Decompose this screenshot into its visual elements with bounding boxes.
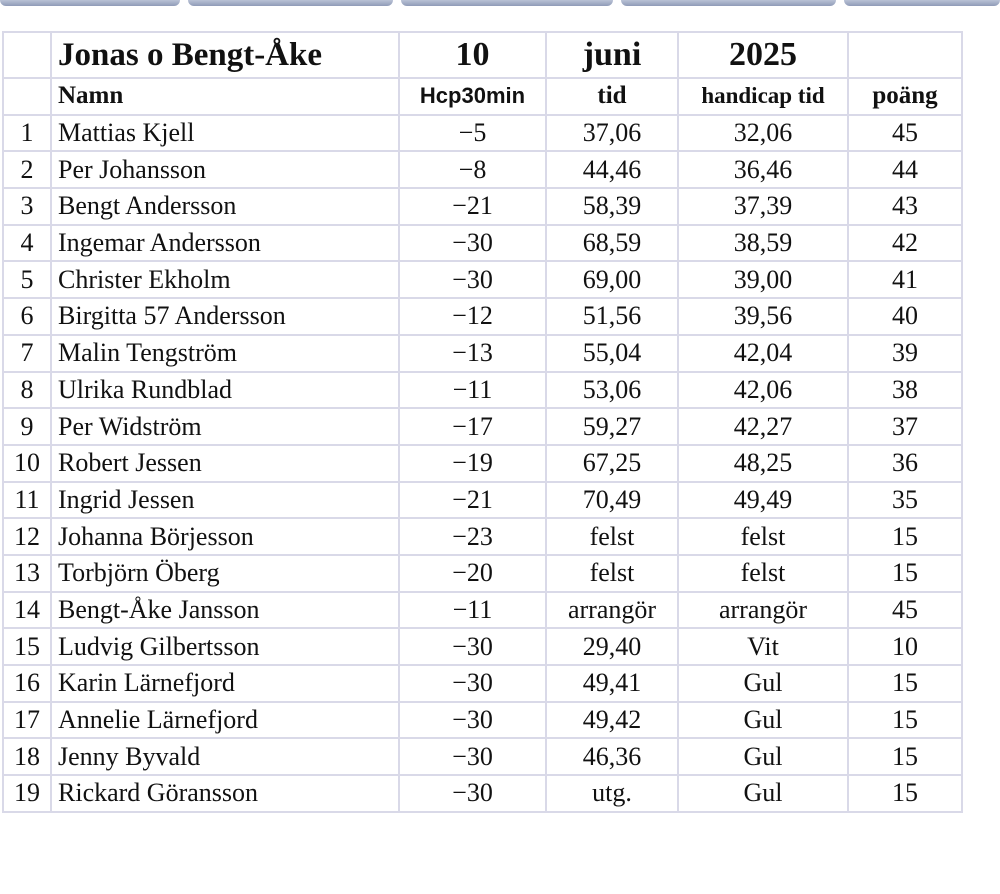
table-row bbox=[3, 408, 962, 445]
hcp-value: −30 bbox=[399, 738, 546, 775]
hcp-value: −23 bbox=[399, 518, 546, 555]
handicap-time-value: Gul bbox=[678, 775, 848, 812]
player-name: Birgitta 57 Andersson bbox=[51, 298, 399, 335]
player-name: Ingrid Jessen bbox=[51, 482, 399, 519]
time-value: 59,27 bbox=[546, 408, 678, 445]
points-value: 15 bbox=[848, 518, 962, 555]
handicap-time-value: 39,56 bbox=[678, 298, 848, 335]
handicap-time-value: 38,59 bbox=[678, 225, 848, 262]
points-value: 44 bbox=[848, 151, 962, 188]
hcp-value: −21 bbox=[399, 482, 546, 519]
handicap-time-value: 49,49 bbox=[678, 482, 848, 519]
points-value: 39 bbox=[848, 335, 962, 372]
row-number: 2 bbox=[3, 151, 51, 188]
hcp-value: −11 bbox=[399, 372, 546, 409]
player-name: Christer Ekholm bbox=[51, 261, 399, 298]
table-row bbox=[3, 518, 962, 555]
table-row bbox=[3, 372, 962, 409]
top-tab-2[interactable] bbox=[188, 0, 393, 6]
player-name: Robert Jessen bbox=[51, 445, 399, 482]
table-row bbox=[3, 592, 962, 629]
time-value: 46,36 bbox=[546, 738, 678, 775]
time-value: 51,56 bbox=[546, 298, 678, 335]
header-hcp: Hcp30min bbox=[399, 78, 546, 115]
player-name: Bengt-Åke Jansson bbox=[51, 592, 399, 629]
time-value: 49,41 bbox=[546, 665, 678, 702]
points-value: 36 bbox=[848, 445, 962, 482]
table-row bbox=[3, 738, 962, 775]
handicap-time-value: 37,39 bbox=[678, 188, 848, 225]
results-table bbox=[2, 31, 963, 813]
player-name: Ulrika Rundblad bbox=[51, 372, 399, 409]
row-number: 16 bbox=[3, 665, 51, 702]
title-blank-cell bbox=[3, 32, 51, 78]
player-name: Karin Lärnefjord bbox=[51, 665, 399, 702]
hcp-value: −8 bbox=[399, 151, 546, 188]
player-name: Malin Tengström bbox=[51, 335, 399, 372]
player-name: Torbjörn Öberg bbox=[51, 555, 399, 592]
header-handicap-tid: handicap tid bbox=[678, 78, 848, 115]
points-value: 37 bbox=[848, 408, 962, 445]
top-tab-strip bbox=[0, 0, 1000, 10]
player-name: Per Widström bbox=[51, 408, 399, 445]
title-day-cell: 10 bbox=[399, 32, 546, 78]
row-number: 1 bbox=[3, 115, 51, 152]
time-value: 58,39 bbox=[546, 188, 678, 225]
row-number: 14 bbox=[3, 592, 51, 629]
title-month-cell: juni bbox=[546, 32, 678, 78]
table-row bbox=[3, 151, 962, 188]
time-value: 44,46 bbox=[546, 151, 678, 188]
hcp-value: −21 bbox=[399, 188, 546, 225]
header-blank-cell bbox=[3, 78, 51, 115]
points-value: 45 bbox=[848, 592, 962, 629]
handicap-time-value: Gul bbox=[678, 665, 848, 702]
handicap-time-value: 39,00 bbox=[678, 261, 848, 298]
row-number: 12 bbox=[3, 518, 51, 555]
hcp-value: −30 bbox=[399, 261, 546, 298]
points-value: 41 bbox=[848, 261, 962, 298]
table-row bbox=[3, 702, 962, 739]
handicap-time-value: arrangör bbox=[678, 592, 848, 629]
points-value: 15 bbox=[848, 555, 962, 592]
hcp-value: −30 bbox=[399, 225, 546, 262]
title-year-cell: 2025 bbox=[678, 32, 848, 78]
top-tab-5[interactable] bbox=[844, 0, 1000, 6]
row-number: 4 bbox=[3, 225, 51, 262]
hcp-value: −11 bbox=[399, 592, 546, 629]
points-value: 45 bbox=[848, 115, 962, 152]
title-empty-cell bbox=[848, 32, 962, 78]
handicap-time-value: felst bbox=[678, 518, 848, 555]
player-name: Ingemar Andersson bbox=[51, 225, 399, 262]
points-value: 15 bbox=[848, 738, 962, 775]
header-name: Namn bbox=[51, 78, 399, 115]
handicap-time-value: 32,06 bbox=[678, 115, 848, 152]
title-row bbox=[3, 32, 962, 78]
header-tid: tid bbox=[546, 78, 678, 115]
row-number: 5 bbox=[3, 261, 51, 298]
row-number: 10 bbox=[3, 445, 51, 482]
points-value: 42 bbox=[848, 225, 962, 262]
handicap-time-value: Gul bbox=[678, 702, 848, 739]
player-name: Per Johansson bbox=[51, 151, 399, 188]
handicap-time-value: 42,06 bbox=[678, 372, 848, 409]
player-name: Jenny Byvald bbox=[51, 738, 399, 775]
hcp-value: −30 bbox=[399, 665, 546, 702]
handicap-time-value: 42,04 bbox=[678, 335, 848, 372]
table-row bbox=[3, 261, 962, 298]
time-value: 68,59 bbox=[546, 225, 678, 262]
time-value: 70,49 bbox=[546, 482, 678, 519]
handicap-time-value: 36,46 bbox=[678, 151, 848, 188]
time-value: felst bbox=[546, 518, 678, 555]
top-tab-1[interactable] bbox=[0, 0, 180, 6]
handicap-time-value: Vit bbox=[678, 628, 848, 665]
header-row bbox=[3, 78, 962, 115]
hcp-value: −30 bbox=[399, 628, 546, 665]
points-value: 15 bbox=[848, 702, 962, 739]
hcp-value: −19 bbox=[399, 445, 546, 482]
table-row bbox=[3, 335, 962, 372]
time-value: 55,04 bbox=[546, 335, 678, 372]
table-row bbox=[3, 445, 962, 482]
row-number: 19 bbox=[3, 775, 51, 812]
player-name: Johanna Börjesson bbox=[51, 518, 399, 555]
player-name: Ludvig Gilbertsson bbox=[51, 628, 399, 665]
points-value: 10 bbox=[848, 628, 962, 665]
top-tab-3[interactable] bbox=[401, 0, 613, 6]
player-name: Rickard Göransson bbox=[51, 775, 399, 812]
row-number: 17 bbox=[3, 702, 51, 739]
row-number: 13 bbox=[3, 555, 51, 592]
time-value: 69,00 bbox=[546, 261, 678, 298]
time-value: utg. bbox=[546, 775, 678, 812]
hcp-value: −30 bbox=[399, 702, 546, 739]
player-name: Bengt Andersson bbox=[51, 188, 399, 225]
table-row bbox=[3, 555, 962, 592]
points-value: 35 bbox=[848, 482, 962, 519]
handicap-time-value: 42,27 bbox=[678, 408, 848, 445]
row-number: 3 bbox=[3, 188, 51, 225]
top-tab-4[interactable] bbox=[621, 0, 836, 6]
points-value: 15 bbox=[848, 665, 962, 702]
handicap-time-value: felst bbox=[678, 555, 848, 592]
table-row bbox=[3, 225, 962, 262]
time-value: arrangör bbox=[546, 592, 678, 629]
table-row bbox=[3, 115, 962, 152]
row-number: 8 bbox=[3, 372, 51, 409]
table-row bbox=[3, 482, 962, 519]
handicap-time-value: 48,25 bbox=[678, 445, 848, 482]
points-value: 40 bbox=[848, 298, 962, 335]
hcp-value: −12 bbox=[399, 298, 546, 335]
time-value: 29,40 bbox=[546, 628, 678, 665]
row-number: 6 bbox=[3, 298, 51, 335]
row-number: 7 bbox=[3, 335, 51, 372]
handicap-time-value: Gul bbox=[678, 738, 848, 775]
time-value: felst bbox=[546, 555, 678, 592]
header-poang: poäng bbox=[848, 78, 962, 115]
table-row bbox=[3, 775, 962, 812]
player-name: Mattias Kjell bbox=[51, 115, 399, 152]
row-number: 11 bbox=[3, 482, 51, 519]
row-number: 18 bbox=[3, 738, 51, 775]
title-name-cell: Jonas o Bengt-Åke bbox=[51, 32, 399, 78]
hcp-value: −20 bbox=[399, 555, 546, 592]
table-row bbox=[3, 298, 962, 335]
hcp-value: −17 bbox=[399, 408, 546, 445]
points-value: 43 bbox=[848, 188, 962, 225]
time-value: 67,25 bbox=[546, 445, 678, 482]
hcp-value: −13 bbox=[399, 335, 546, 372]
table-row bbox=[3, 628, 962, 665]
row-number: 15 bbox=[3, 628, 51, 665]
time-value: 53,06 bbox=[546, 372, 678, 409]
points-value: 15 bbox=[848, 775, 962, 812]
time-value: 49,42 bbox=[546, 702, 678, 739]
row-number: 9 bbox=[3, 408, 51, 445]
table-row bbox=[3, 665, 962, 702]
points-value: 38 bbox=[848, 372, 962, 409]
hcp-value: −5 bbox=[399, 115, 546, 152]
time-value: 37,06 bbox=[546, 115, 678, 152]
player-name: Annelie Lärnefjord bbox=[51, 702, 399, 739]
table-row bbox=[3, 188, 962, 225]
hcp-value: −30 bbox=[399, 775, 546, 812]
